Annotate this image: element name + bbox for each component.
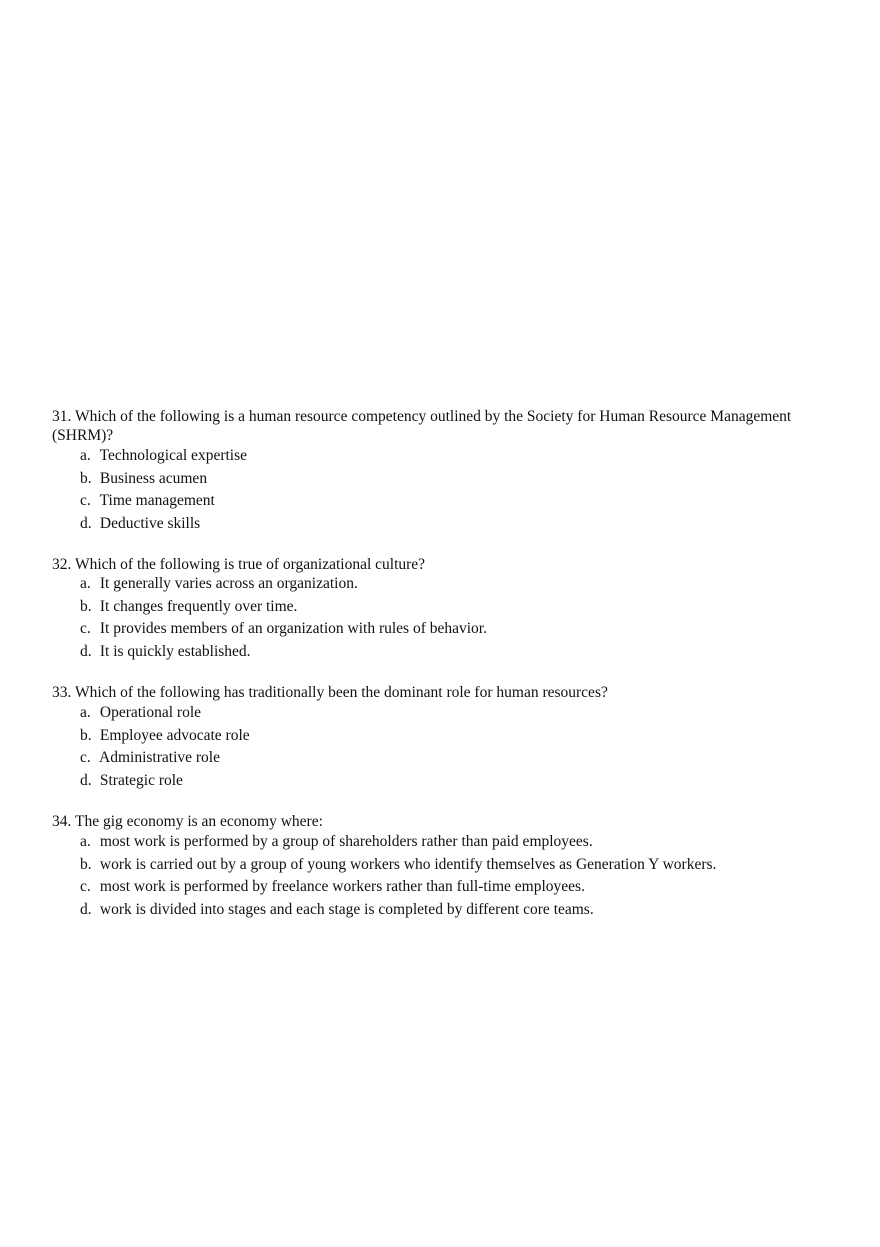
question-33 — [52, 683, 832, 792]
option-letter: b. — [80, 855, 92, 873]
option-letter: d. — [80, 771, 92, 789]
answer-options — [52, 445, 832, 535]
option-text: most work is performed by freelance workers rather than full-time employees. — [99, 878, 585, 895]
option-text: work is divided into stages and each stage is completed by different core teams. — [99, 900, 594, 918]
answer-option-b — [80, 596, 832, 619]
option-text: Technological expertise — [99, 447, 248, 464]
question-stem: Which of the following is a human resource competency outlined by the Society for Human Resource Management (SHRM)? — [52, 408, 792, 444]
question-stem: Which of the following has traditionally been the dominant role for human resources? — [74, 684, 608, 701]
answer-option-c — [80, 876, 832, 899]
option-letter: a. — [80, 704, 91, 721]
option-letter: b. — [80, 726, 92, 744]
answer-option-a — [80, 445, 832, 468]
option-text: most work is performed by a group of shareholders rather than paid employees. — [99, 833, 593, 850]
answer-option-d — [80, 641, 832, 664]
answer-options — [52, 831, 832, 921]
answer-option-c — [80, 618, 832, 641]
option-letter: c. — [80, 749, 91, 766]
question-stem: Which of the following is true of organizational culture? — [74, 556, 426, 573]
answer-option-b — [80, 854, 832, 877]
option-letter: d. — [80, 900, 92, 918]
question-text — [52, 812, 832, 831]
question-text — [52, 683, 832, 702]
question-number: 33. — [52, 684, 72, 701]
option-text: Employee advocate role — [99, 726, 250, 744]
option-text: It generally varies across an organization. — [99, 575, 358, 592]
answer-option-c — [80, 747, 832, 770]
answer-option-b — [80, 468, 832, 491]
option-letter: b. — [80, 469, 92, 487]
question-32 — [52, 555, 832, 663]
answer-option-a — [80, 702, 832, 725]
option-text: Strategic role — [99, 771, 183, 789]
option-letter: c. — [80, 878, 91, 895]
option-letter: d. — [80, 514, 92, 532]
answer-option-b — [80, 725, 832, 748]
question-number: 34. — [52, 813, 72, 830]
option-text: work is carried out by a group of young workers who identify themselves as Generation Y workers. — [99, 855, 717, 873]
option-text: Business acumen — [99, 469, 208, 487]
option-text: Operational role — [99, 704, 202, 721]
answer-option-c — [80, 490, 832, 513]
option-text: Deductive skills — [99, 514, 201, 532]
question-text — [52, 555, 832, 574]
question-number: 32. — [52, 556, 72, 573]
option-letter: b. — [80, 597, 92, 615]
answer-option-a — [80, 831, 832, 854]
answer-option-d — [80, 899, 832, 922]
question-34 — [52, 812, 832, 921]
option-text: It provides members of an organization with rules of behavior. — [99, 620, 487, 637]
option-text: It changes frequently over time. — [99, 597, 298, 615]
option-letter: a. — [80, 447, 91, 464]
answer-option-d — [80, 513, 832, 536]
option-letter: d. — [80, 642, 92, 660]
question-31 — [52, 407, 832, 535]
option-letter: c. — [80, 492, 91, 509]
option-text: It is quickly established. — [99, 642, 251, 660]
question-stem: The gig economy is an economy where: — [74, 813, 323, 830]
option-text: Time management — [99, 492, 215, 509]
answer-options — [52, 702, 832, 792]
question-text — [52, 407, 832, 445]
option-text: Administrative role — [99, 749, 220, 766]
option-letter: c. — [80, 620, 91, 637]
question-list — [52, 407, 832, 941]
question-number: 31. — [52, 408, 72, 425]
answer-option-a — [80, 573, 832, 596]
option-letter: a. — [80, 833, 91, 850]
option-letter: a. — [80, 575, 91, 592]
answer-option-d — [80, 770, 832, 793]
answer-options — [52, 573, 832, 663]
